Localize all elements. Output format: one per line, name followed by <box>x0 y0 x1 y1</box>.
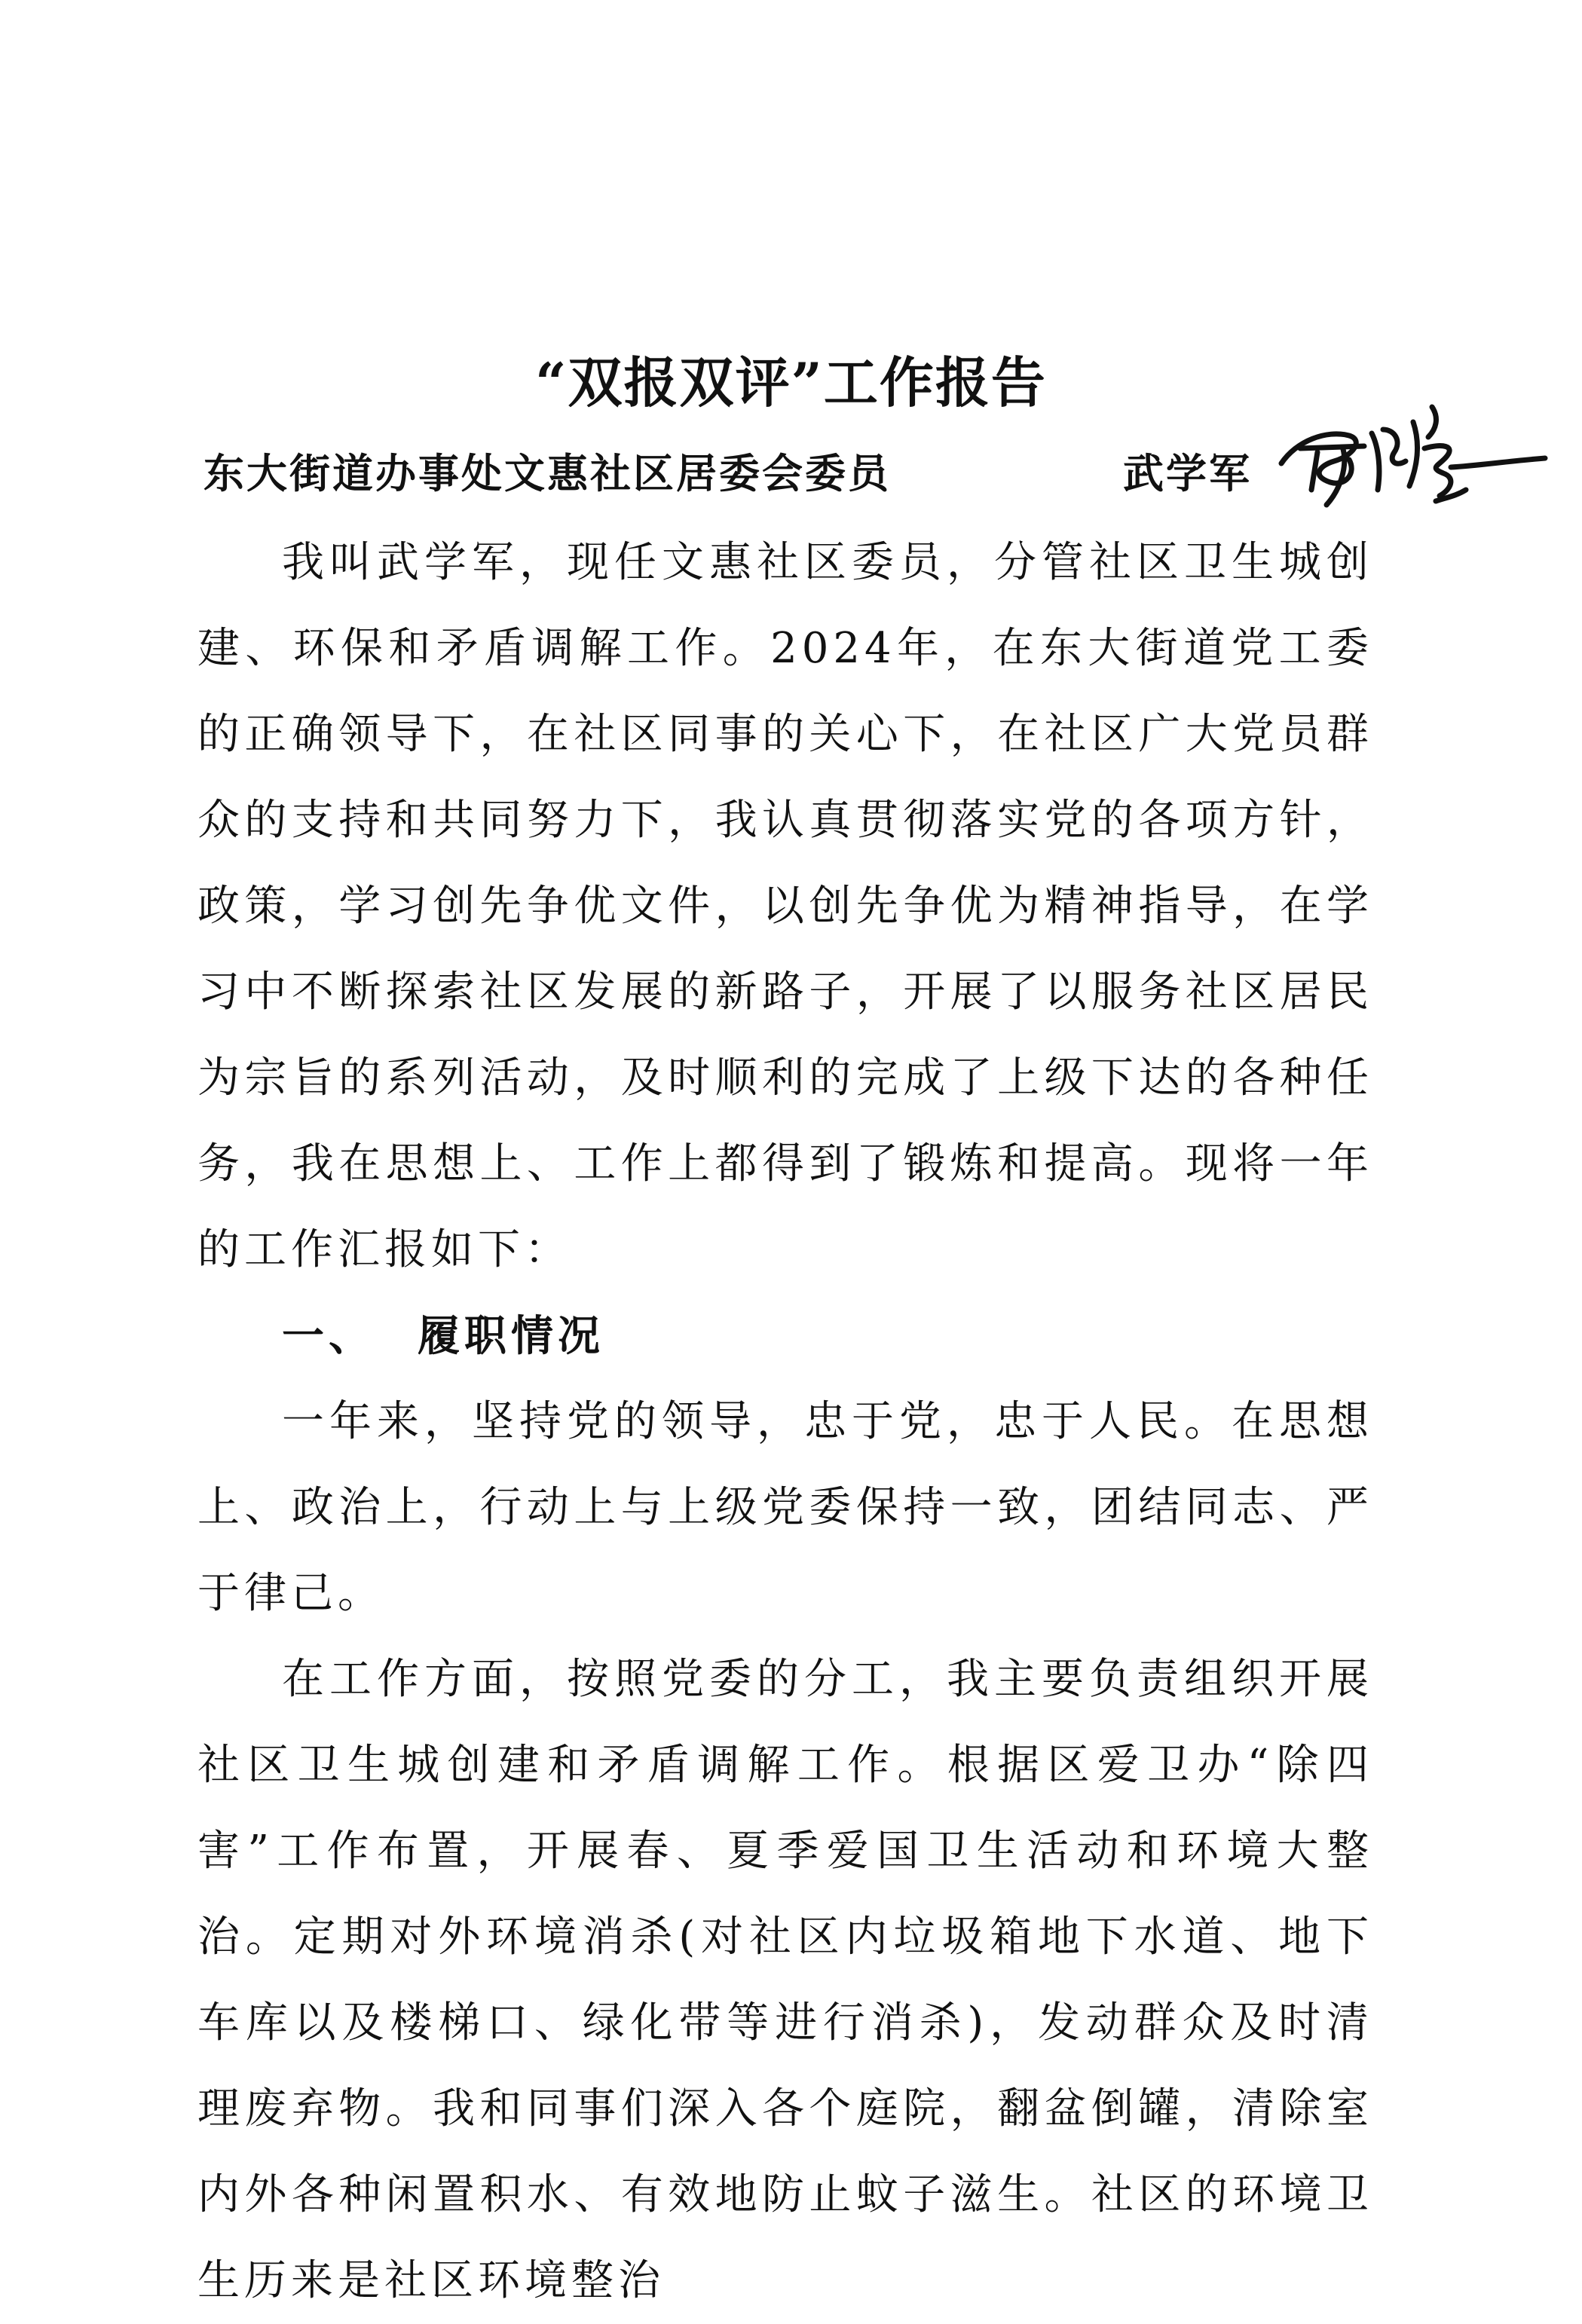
section-number: 一、 <box>282 1311 375 1361</box>
author-name: 武学军 <box>1123 449 1252 497</box>
document-title: “双报双评”工作报告 <box>535 350 1047 414</box>
author-affiliation: 东大街道办事处文惠社区居委会委员 <box>203 449 891 497</box>
body-paragraph: 一年来，坚持党的领导，忠于党，忠于人民。在思想上、政治上，行动上与上级党委保持一致，团结同志、严于律己。 <box>197 1397 1373 1618</box>
body-paragraph: 在工作方面，按照党委的分工，我主要负责组织开展社区卫生城创建和矛盾调解工作。根据区爱卫办“除四害”工作布置，开展春、夏季爱国卫生活动和环境大整治。定期对外环境消杀(对社区内垃圾箱地下水道、地下车库以及楼梯口、绿化带等进行消杀)，发动群众及时清理废弃物。我和同事们深入各个庭院，翻盆倒罐，清除室内外各种闲置积水、有效地防止蚊子滋生。社区的环境卫生历来是社区环境整治 <box>197 1655 1373 2305</box>
section-title: 履职情况 <box>418 1311 604 1361</box>
handwritten-signature <box>1259 377 1560 527</box>
report-body <box>197 520 1373 2324</box>
section-heading-1 <box>197 1293 1373 1379</box>
intro-paragraph: 我叫武学军，现任文惠社区委员，分管社区卫生城创建、环保和矛盾调解工作。2024年，在东大街道党工委的正确领导下，在社区同事的关心下，在社区广大党员群众的支持和共同努力下，我认真贯彻落实党的各项方针，政策，学习创先争优文件，以创先争优为精神指导，在学习中不断探索社区发展的新路子，开展了以服务社区居民为宗旨的系列活动，及时顺利的完成了上级下达的各种任务，我在思想上、工作上都得到了锻炼和提高。现将一年的工作汇报如下： <box>197 538 1373 1274</box>
